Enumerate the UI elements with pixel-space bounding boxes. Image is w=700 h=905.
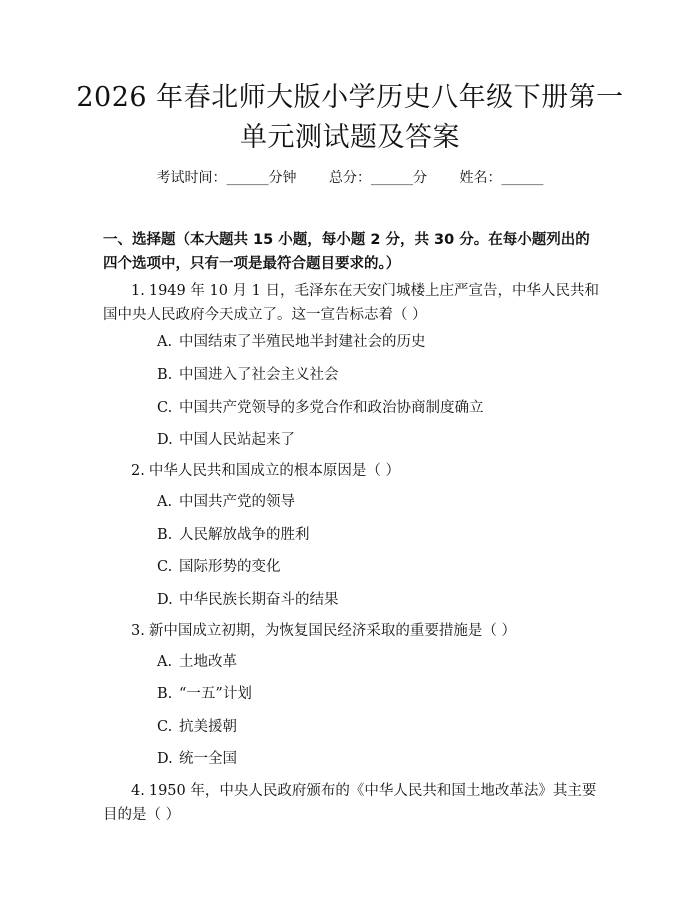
total-score-unit: 分 [413,170,427,186]
option-text: 统一全国 [179,751,237,767]
question-stem: 1949 年 10 月 1 日，毛泽东在天安门城楼上庄严宣告，中华人民共和国中央人民政府今天成立了。这一宣告标志着（ ） [103,283,599,323]
option-letter: B. [157,527,173,543]
question-1-option-d [157,429,597,451]
option-text: 人民解放战争的胜利 [179,527,310,543]
total-score-blank: ______ [371,170,413,186]
option-text: 国际形势的变化 [179,559,281,575]
option-letter: D. [157,751,173,767]
question-1-option-a [157,331,597,353]
option-text: 中国进入了社会主义社会 [179,367,339,383]
option-letter: C. [157,400,173,416]
student-name-blank: ______ [501,170,544,186]
exam-time-unit: 分钟 [268,170,297,186]
student-name [459,170,543,186]
option-text: 中国人民站起来了 [179,432,295,448]
option-text: 中国共产党的领导 [179,494,295,510]
option-text: 中国结束了半殖民地半封建社会的历史 [179,334,426,350]
exam-time-blank: ______ [226,170,269,186]
option-letter: B. [157,367,173,383]
exam-time-label: 考试时间： [156,170,227,186]
question-stem: 新中国成立初期，为恢复国民经济采取的重要措施是（ ） [148,623,516,639]
question-2-option-b [157,524,597,546]
question-2-option-a [157,491,597,513]
total-score [329,170,427,186]
question-1-option-b [157,364,597,386]
question-number: 4. [131,783,145,799]
option-letter: D. [157,432,173,448]
option-text: “一五”计划 [179,686,252,702]
question-stem: 中华人民共和国成立的根本原因是（ ） [148,463,400,479]
option-letter: B. [157,686,173,702]
option-text: 土地改革 [179,654,237,670]
total-score-label: 总分： [329,170,371,186]
option-letter: C. [157,559,173,575]
question-3 [103,619,603,643]
question-2-option-c [157,556,597,578]
question-3-option-a [157,651,597,673]
section-heading: 一、选择题（本大题共 15 小题，每小题 2 分，共 30 分。在每小题列出的四个选项中，只有一项是最符合题目要求的。） [103,232,590,272]
option-letter: C. [157,719,173,735]
question-stem: 1950 年，中央人民政府颁布的《中华人民共和国土地改革法》其主要目的是（ ） [103,783,597,823]
question-3-option-c [157,716,597,738]
question-number: 3. [131,623,145,639]
exam-info [0,168,700,188]
exam-time [157,170,297,186]
question-number: 1. [131,283,145,299]
student-name-label: 姓名： [459,170,502,186]
option-letter: A. [157,494,173,510]
question-3-option-b [157,683,597,705]
question-3-option-d [157,748,597,770]
option-letter: A. [157,334,173,350]
question-4 [103,779,603,827]
option-letter: D. [157,592,173,608]
option-text: 中华民族长期奋斗的结果 [179,592,339,608]
question-2-option-d [157,589,597,611]
title-line-2: 单元测试题及答案 [240,122,460,153]
question-1-option-c [157,397,597,419]
question-number: 2. [131,463,145,479]
option-text: 抗美援朝 [179,719,237,735]
option-letter: A. [157,654,173,670]
title-line-1: 2026 年春北师大版小学历史八年级下册第一 [76,82,624,113]
document-title [60,78,640,158]
question-2 [103,459,603,483]
option-text: 中国共产党领导的多党合作和政治协商制度确立 [179,400,484,416]
question-1 [103,279,603,327]
